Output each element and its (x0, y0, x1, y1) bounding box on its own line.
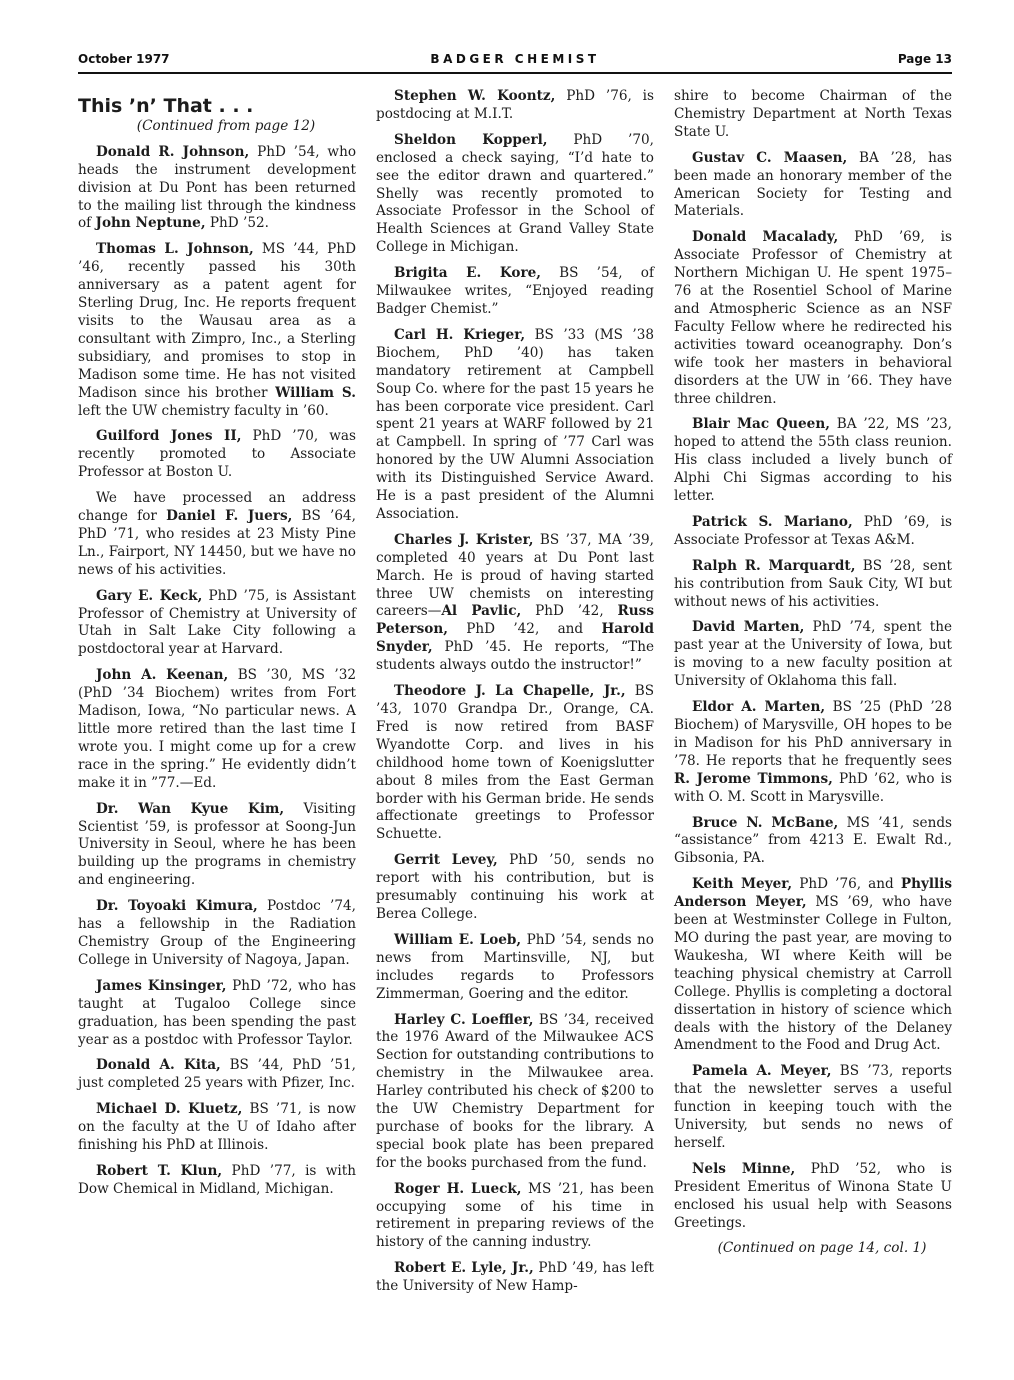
alumnus-name: Dr. Toyoaki Kimura, (96, 898, 258, 915)
item-text: BS ’54, of Milwaukee writes, “Enjoyed reading Badger Chemist.” (376, 265, 654, 317)
alumnus-name: William S. (275, 384, 356, 401)
alumnus-name: John A. Keenan, (96, 667, 229, 684)
news-item (78, 1163, 356, 1199)
item-text: shire to become Chairman of the Chemistry Department at North Texas State U. (674, 88, 952, 140)
running-header (78, 48, 952, 74)
news-item (376, 1181, 654, 1253)
alumnus-name: Bruce N. McBane, (692, 814, 839, 831)
item-text: MS ’21, has been occupying some of his time in retirement in preparing reviews of the history of the canning industry. (376, 1180, 654, 1251)
alumnus-name: Gerrit Levey, (394, 852, 498, 869)
news-item (674, 88, 952, 142)
news-item (674, 699, 952, 806)
news-item (78, 1101, 356, 1155)
news-item (674, 150, 952, 222)
alumnus-name: Ralph R. Marquardt, (692, 557, 856, 574)
item-text: BS ’33 (MS ’38 Biochem, PhD ’40) has taken mandatory retirement at Campbell Soup Co. where for the past 15 years he has been corporate vice president. Carl spent 21 years at WARF followed by 21 at Campbell. In spring of ’77 Carl was honored by the UW Alumni Association with its Distinguished Service Award. He is a past president of the Alumni Association. (376, 326, 654, 522)
item-text: PhD ’70, was recently promoted to Associate Professor at Boston U. (78, 428, 356, 481)
publication-title: BADGER CHEMIST (430, 52, 600, 66)
item-text: BS ’37, MA ’39, completed 40 years at Du Pont last March. He is proud of having started three UW chemists on interesting careers— (376, 531, 655, 620)
alumnus-name: Sheldon Kopperl, (394, 131, 548, 148)
item-text: BS ’43, 1070 Grandpa Dr., Orange, CA. Fred is now retired from BASF Wyandotte Corp. and lives in his childhood home town of Koenigslutter about 8 miles from the East German border with his German bride. He sends affectionate greetings to Professor Schuette. (376, 683, 655, 843)
item-text: BS ’30, MS ’32 (PhD ’34 Biochem) writes from Fort Madison, Iowa, “No particular news. A little more retired than the last time I wrote you. I might come up for a crew race in the spring.” He evidently didn’t make it in ”77.—Ed. (78, 667, 356, 791)
item-text: PhD ’69, is Associate Professor of Chemistry at Northern Michigan U. He spent 1975–76 at the Rosentiel School of Marine and Atmospheric Science as an NSF Faculty Fellow where he redirected his activities toward oceanography. Don’s wife took her masters in behavioral disorders at the UW in ’66. They have three children. (674, 229, 952, 407)
alumnus-name: David Marten, (692, 619, 805, 636)
news-item (78, 801, 356, 891)
news-item (78, 144, 356, 234)
news-item (376, 683, 654, 844)
news-item (376, 532, 654, 675)
item-text: PhD ’42, (521, 603, 618, 620)
item-text: BS ’34, received the 1976 Award of the Milwaukee ACS Section for outstanding contributions to chemistry in the Milwaukee area. Harley contributed his check of $200 to the UW Chemistry Department for purchase of books for the library. A special book plate has been prepared for the books purchased from the fund. (376, 1011, 654, 1171)
alumnus-name: Gary E. Keck, (96, 587, 203, 604)
alumnus-name: James Kinsinger, (96, 977, 227, 994)
news-item (78, 1057, 356, 1093)
alumnus-name: Stephen W. Koontz, (394, 88, 556, 104)
item-text: PhD ’52. (205, 215, 269, 232)
alumnus-name: Daniel F. Juers, (166, 508, 293, 525)
alumnus-name: Harley C. Loeffler, (394, 1011, 534, 1028)
alumnus-name: Charles J. Krister, (394, 531, 534, 548)
alumnus-name: Eldor A. Marten, (692, 699, 826, 716)
item-text: Postdoc ’74, has a fellowship in the Radiation Chemistry Group of the Engineering College in University of Nagoya, Japan. (78, 898, 356, 968)
news-item (78, 898, 356, 970)
continued-note: (Continued on page 14, col. 1) (717, 1240, 927, 1257)
news-item (78, 428, 356, 482)
item-text: PhD ’70, enclosed a check saying, “I’d hate to see the editor drawn and quartered.” Shelly was recently promoted to Associate Professor in the School of Health Sciences at Grand Valley State College in Michigan. (376, 131, 654, 256)
page-number: Page 13 (897, 52, 952, 66)
alumnus-name: Michael D. Kluetz, (96, 1101, 243, 1118)
alumnus-name: Theodore J. La Chapelle, Jr., (394, 683, 626, 700)
news-item (376, 88, 654, 124)
alumnus-name: Brigita E. Kore, (394, 265, 541, 282)
column-3 (674, 88, 952, 1266)
alumnus-name: Blair Mac Queen, (692, 416, 830, 433)
column-2 (376, 88, 654, 1304)
item-text: BA ’28, has been made an honorary member of the American Society for Testing and Materials. (674, 149, 952, 220)
item-text: PhD ’74, spent the past year at the University of Iowa, but is moving to a new faculty position at University of Oklahoma this fall. (674, 619, 952, 690)
alumnus-name: John Neptune, (95, 215, 206, 232)
alumnus-name: Carl H. Krieger, (394, 326, 526, 343)
item-text: We have processed an address change for (78, 490, 356, 525)
alumnus-name: William E. Loeb, (394, 931, 522, 948)
news-item (376, 132, 654, 257)
item-text: PhD ’42, and (447, 621, 602, 638)
alumnus-name: Roger H. Lueck, (394, 1180, 522, 1197)
item-text: PhD ’62, who is with O. M. Scott in Marysville. (674, 770, 952, 805)
alumnus-name: Donald A. Kita, (96, 1057, 221, 1074)
item-text: MS ’44, PhD ’46, recently passed his 30th anniversary as a patent agent for Sterling Drug, Inc. He reports frequent visits to the Wausau area as a consultant with Zimpro, Inc., a Sterling subsidiary, and promises to stop in Madison some time. He has not visited Madison since his brother (78, 241, 356, 401)
alumnus-name: Keith Meyer, (692, 876, 793, 893)
news-item (376, 852, 654, 924)
alumnus-name: Pamela A. Meyer, (692, 1063, 832, 1080)
news-item (674, 619, 952, 691)
section-subtitle: (Continued from page 12) (136, 117, 316, 134)
news-item (78, 588, 356, 660)
alumnus-name: Dr. Wan Kyue Kim, (96, 800, 285, 817)
news-item (674, 558, 952, 612)
news-item (376, 327, 654, 524)
item-text: PhD ’54, who heads the instrument development division at Du Pont has been returned to the mailing list through the kindness of (78, 143, 357, 232)
alumnus-name: Russ Peterson, (376, 603, 654, 638)
alumnus-name: Guilford Jones II, (96, 428, 242, 445)
item-text: PhD ’49, has left the University of New Hamp- (376, 1260, 654, 1295)
news-item (376, 265, 654, 319)
item-text: MS ’69, who have been at Westminster College in Fulton, MO during the past year, are moving to Waukesha, WI where Keith will be teaching physical chemistry at Carroll College. Phyllis is completing a doctoral dissertation in history of science which deals with the history of the Delaney Amendment to the Food and Drug Act. (674, 894, 952, 1054)
item-text: PhD ’69, is Associate Professor at Texas A&M. (674, 513, 952, 548)
alumnus-name: R. Jerome Timmons, (674, 770, 833, 787)
column-1 (78, 88, 356, 1207)
item-text: PhD ’76, and (792, 876, 901, 893)
news-item (376, 932, 654, 1004)
alumnus-name: Al Pavlic, (441, 603, 522, 620)
item-text: PhD ’54, sends no news from Martinsville, NJ, but includes regards to Professors Zimmerman, Goering and the editor. (376, 931, 654, 1002)
news-item (674, 514, 952, 550)
alumnus-name: Gustav C. Maasen, (692, 149, 848, 166)
alumnus-name: Robert T. Klun, (96, 1162, 223, 1179)
alumnus-name: Donald Macalady, (692, 229, 839, 246)
news-item (376, 1260, 654, 1296)
news-item (78, 241, 356, 420)
item-text: BS ’73, reports that the newsletter serves a useful function in keeping touch with the University, but sends no news of herself. (674, 1063, 952, 1151)
item-text: PhD ’52, who is President Emeritus of Winona State U enclosed his usual help with Seasons Greetings. (674, 1160, 952, 1231)
alumnus-name: Donald R. Johnson, (96, 143, 250, 160)
item-text: Visiting Scientist ’59, is professor at Soong-Jun University in Seoul, where he has been building up the programs in chemistry and engineering. (78, 800, 356, 889)
news-item (674, 1063, 952, 1153)
section-title: This ’n’ That . . . (78, 95, 254, 117)
alumnus-name: Nels Minne, (692, 1160, 796, 1177)
alumnus-name: Robert E. Lyle, Jr., (394, 1260, 534, 1277)
news-item (376, 1012, 654, 1173)
alumnus-name: Harold Snyder, (376, 621, 654, 656)
item-text: PhD ’50, sends no report with his contribution, but is presumably continuing his work at Berea College. (376, 852, 655, 922)
item-text: BA ’22, MS ’23, hoped to attend the 55th class reunion. His class included a lively bunch of Alphi Chi Sigmas according to his letter. (674, 416, 952, 505)
news-item (674, 416, 952, 506)
item-text: PhD ’72, who has taught at Tugaloo College since graduation, has been spending the past year as a postdoc with Professor Taylor. (78, 977, 357, 1048)
issue-date: October 1977 (78, 52, 170, 66)
alumnus-name: Phyllis Anderson Meyer, (674, 876, 952, 911)
news-item (78, 667, 356, 792)
news-item (78, 490, 356, 580)
item-text: BS ’25 (PhD ’28 Biochem) of Marysville, OH hopes to be in Madison for his PhD anniversary in ’78. He reports that he frequently sees (674, 699, 952, 769)
alumnus-name: Thomas L. Johnson, (96, 241, 254, 258)
item-text: PhD ’75, is Assistant Professor of Chemistry at University of Utah in Salt Lake City following a postdoctoral year at Harvard. (78, 587, 356, 658)
item-text: PhD ’76, is postdocing at M.I.T. (376, 88, 654, 122)
item-text: BS ’44, PhD ’51, just completed 25 years with Pfizer, Inc. (78, 1057, 356, 1092)
header-rule (78, 72, 952, 74)
news-item (78, 978, 356, 1050)
item-text: PhD ’77, is with Dow Chemical in Midland, Michigan. (78, 1162, 356, 1197)
item-text: BS ’64, PhD ’71, who resides at 23 Misty Pine Ln., Fairport, NY 14450, but we have no news of his activities. (78, 508, 356, 578)
item-text: MS ’41, sends “assistance” from 4213 E. Ewalt Rd., Gibsonia, PA. (674, 814, 953, 867)
news-item (674, 229, 952, 408)
news-item (674, 815, 952, 869)
item-text: BS ’71, is now on the faculty at the U of Idaho after finishing his PhD at Illinois. (78, 1101, 356, 1154)
item-text: PhD ’45. He reports, “The students always outdo the instructor!” (376, 639, 654, 674)
alumnus-name: Patrick S. Mariano, (692, 513, 853, 530)
item-text: BS ’28, sent his contribution from Sauk City, WI but without news of his activities. (674, 557, 952, 610)
item-text: left the UW chemistry faculty in ’60. (78, 402, 329, 419)
news-item (674, 1161, 952, 1233)
news-item (674, 876, 952, 1055)
